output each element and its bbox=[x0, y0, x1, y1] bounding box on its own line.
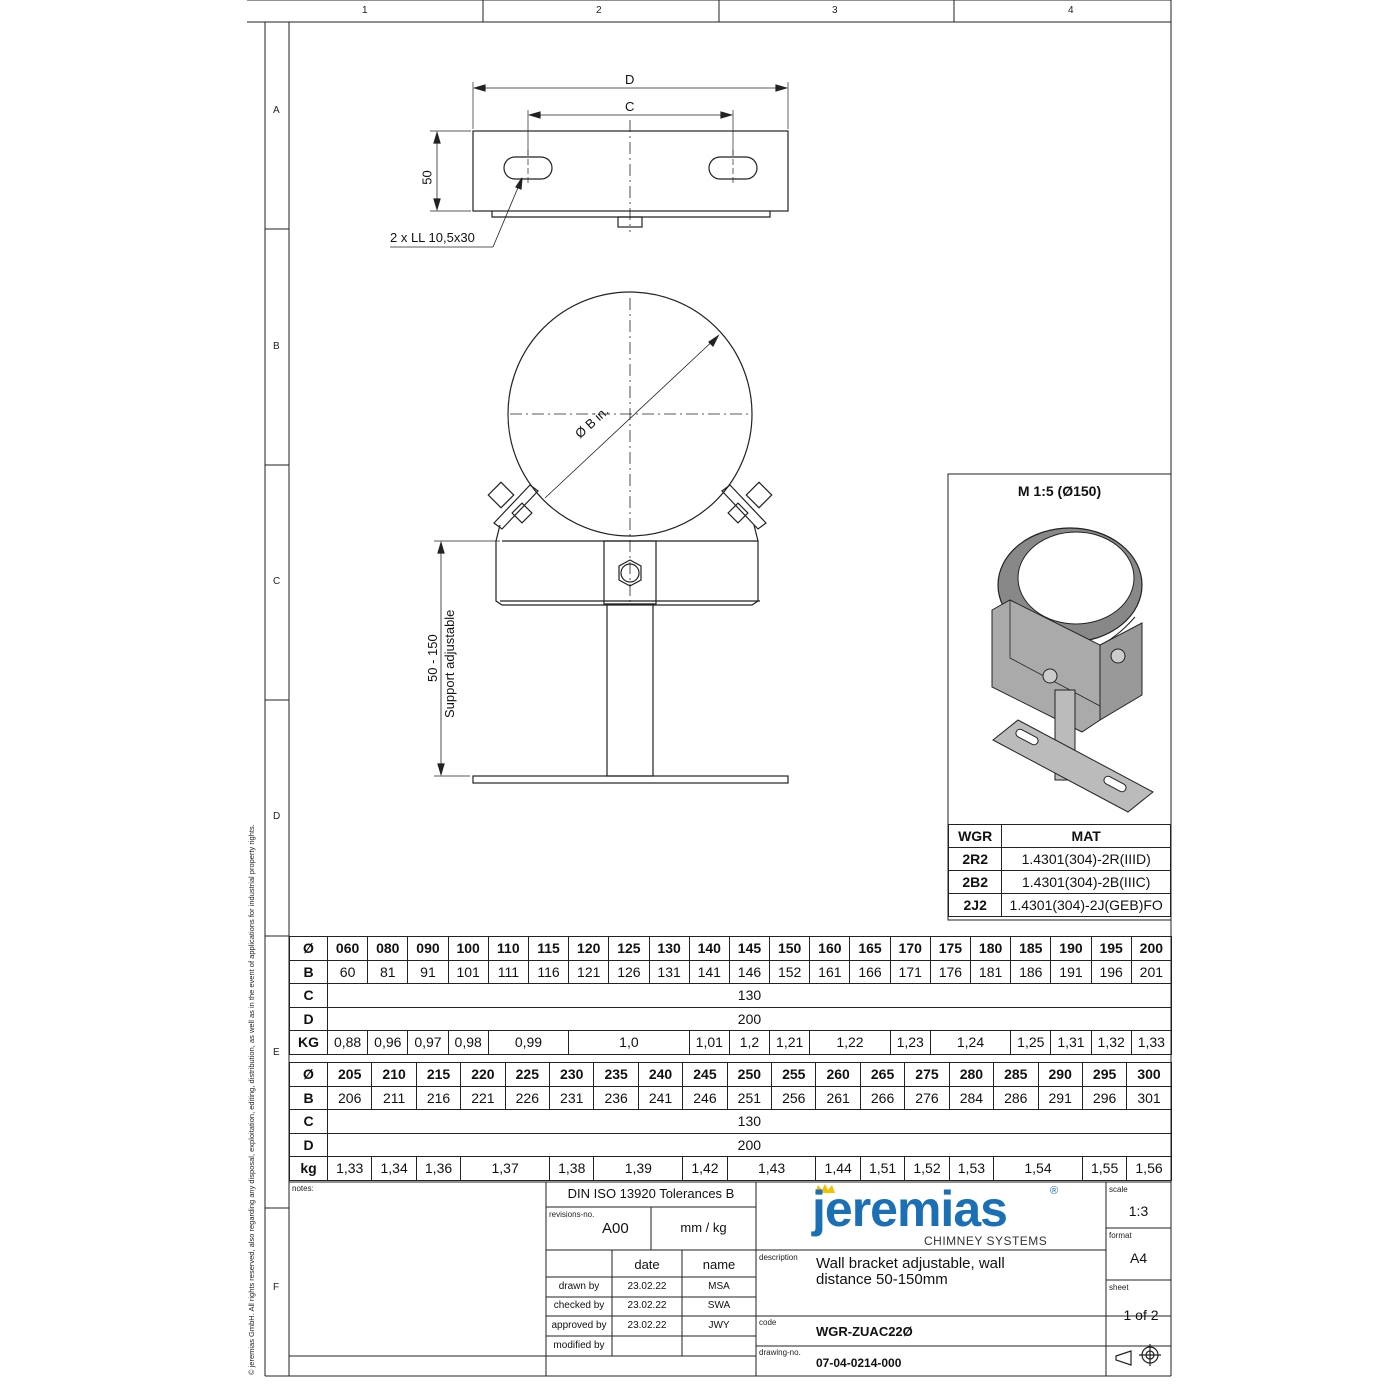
b-value-cell: 276 bbox=[905, 1086, 949, 1110]
material-mat: 1.4301(304)-2R(IIID) bbox=[1002, 848, 1171, 871]
notes-label: notes: bbox=[292, 1184, 314, 1193]
diameter-cell: 210 bbox=[372, 1063, 416, 1087]
kg-value-cell: 1,55 bbox=[1082, 1157, 1126, 1181]
kg-value-cell: 1,52 bbox=[905, 1157, 949, 1181]
scale-label: scale bbox=[1109, 1185, 1128, 1194]
diameter-cell: 295 bbox=[1082, 1063, 1126, 1087]
column-label-4: 4 bbox=[1068, 5, 1074, 16]
material-mat: 1.4301(304)-2J(GEB)FO bbox=[1002, 894, 1171, 917]
projection-symbol bbox=[1116, 1344, 1161, 1366]
diameter-cell: 115 bbox=[528, 937, 568, 961]
kg-value-cell: 0,99 bbox=[488, 1031, 568, 1055]
kg-value-cell: 1,33 bbox=[1131, 1031, 1171, 1055]
approved-name: JWY bbox=[708, 1320, 730, 1331]
kg-value-cell: 1,34 bbox=[372, 1157, 416, 1181]
column-label-1: 1 bbox=[362, 5, 368, 16]
diameter-cell: 160 bbox=[810, 937, 850, 961]
diameter-cell: 125 bbox=[609, 937, 649, 961]
d-value-cell: 200 bbox=[328, 1007, 1172, 1031]
row-label-d: D bbox=[273, 811, 281, 822]
material-mat: 1.4301(304)-2B(IIIC) bbox=[1002, 871, 1171, 894]
row-label: KG bbox=[290, 1031, 328, 1055]
revisions-label: revisions-no. bbox=[549, 1210, 595, 1219]
b-value-cell: 171 bbox=[890, 960, 930, 984]
diameter-cell: 165 bbox=[850, 937, 890, 961]
b-value-cell: 116 bbox=[528, 960, 568, 984]
dimension-d: D bbox=[625, 72, 635, 87]
logo-registered-mark: ® bbox=[1050, 1185, 1059, 1197]
b-value-cell: 211 bbox=[372, 1086, 416, 1110]
kg-value-cell: 1,56 bbox=[1127, 1157, 1171, 1181]
row-label-b: B bbox=[273, 341, 280, 352]
b-value-cell: 266 bbox=[860, 1086, 904, 1110]
b-value-cell: 152 bbox=[770, 960, 810, 984]
row-label: D bbox=[290, 1007, 328, 1031]
format-value: A4 bbox=[1130, 1250, 1148, 1266]
diameter-cell: 120 bbox=[569, 937, 609, 961]
b-value-cell: 286 bbox=[994, 1086, 1038, 1110]
diameter-cell: 235 bbox=[594, 1063, 638, 1087]
b-value-cell: 231 bbox=[550, 1086, 594, 1110]
b-value-cell: 131 bbox=[649, 960, 689, 984]
drawing-no-label: drawing-no. bbox=[759, 1348, 801, 1357]
row-label: D bbox=[290, 1133, 328, 1157]
row-label-e: E bbox=[273, 1047, 280, 1058]
b-value-cell: 301 bbox=[1127, 1086, 1171, 1110]
kg-value-cell: 1,0 bbox=[569, 1031, 690, 1055]
b-value-cell: 191 bbox=[1051, 960, 1091, 984]
kg-value-cell: 1,2 bbox=[729, 1031, 769, 1055]
approved-by-label: approved by bbox=[551, 1320, 607, 1331]
checked-name: SWA bbox=[707, 1300, 731, 1311]
material-wgr: 2B2 bbox=[949, 871, 1002, 894]
kg-value-cell: 1,22 bbox=[810, 1031, 890, 1055]
description-text: Wall bracket adjustable, wall distance 50-150mm bbox=[816, 1255, 1005, 1288]
units: mm / kg bbox=[680, 1220, 727, 1235]
dimension-50: 50 bbox=[419, 170, 435, 185]
support-label: Support adjustable bbox=[442, 609, 457, 718]
drawing-no-value: 07-04-0214-000 bbox=[816, 1356, 902, 1370]
code-value: WGR-ZUAC22Ø bbox=[816, 1324, 913, 1339]
drawn-date: 23.02.22 bbox=[627, 1281, 667, 1292]
diameter-cell: 145 bbox=[729, 937, 769, 961]
diameter-cell: 185 bbox=[1011, 937, 1051, 961]
dimension-c: C bbox=[625, 99, 635, 114]
row-label: kg bbox=[290, 1157, 328, 1181]
column-label-2: 2 bbox=[596, 5, 602, 16]
logo-wordmark: jeremias bbox=[812, 1181, 1007, 1237]
diameter-cell: 265 bbox=[860, 1063, 904, 1087]
row-label-c: C bbox=[273, 576, 281, 587]
b-value-cell: 216 bbox=[416, 1086, 460, 1110]
b-value-cell: 146 bbox=[729, 960, 769, 984]
kg-value-cell: 1,43 bbox=[727, 1157, 816, 1181]
d-value-cell: 200 bbox=[328, 1133, 1172, 1157]
diameter-cell: 250 bbox=[727, 1063, 771, 1087]
kg-value-cell: 1,31 bbox=[1051, 1031, 1091, 1055]
c-value-cell: 130 bbox=[328, 984, 1172, 1008]
column-label-3: 3 bbox=[832, 5, 838, 16]
b-value-cell: 60 bbox=[328, 960, 368, 984]
diameter-cell: 175 bbox=[930, 937, 970, 961]
row-label: Ø bbox=[290, 937, 328, 961]
diameter-cell: 260 bbox=[816, 1063, 860, 1087]
b-value-cell: 196 bbox=[1091, 960, 1131, 984]
diameter-cell: 200 bbox=[1131, 937, 1171, 961]
diameter-cell: 130 bbox=[649, 937, 689, 961]
row-label-a: A bbox=[273, 105, 280, 116]
kg-value-cell: 1,54 bbox=[994, 1157, 1083, 1181]
diameter-cell: 100 bbox=[448, 937, 488, 961]
b-value-cell: 181 bbox=[971, 960, 1011, 984]
slot-note: 2 x LL 10,5x30 bbox=[390, 230, 475, 245]
kg-value-cell: 0,97 bbox=[408, 1031, 448, 1055]
kg-value-cell: 1,44 bbox=[816, 1157, 860, 1181]
b-value-cell: 201 bbox=[1131, 960, 1171, 984]
diameter-cell: 215 bbox=[416, 1063, 460, 1087]
diameter-cell: 180 bbox=[971, 937, 1011, 961]
scale-value: 1:3 bbox=[1128, 1203, 1149, 1219]
row-label: Ø bbox=[290, 1063, 328, 1087]
copyright-notice: © jeremias GmbH. All rights reserved, also regarding any disposal, exploitation, editing, distribution, as well as in the event of applications for industrial property rights. bbox=[247, 824, 256, 1375]
b-value-cell: 296 bbox=[1082, 1086, 1126, 1110]
kg-value-cell: 1,01 bbox=[689, 1031, 729, 1055]
b-value-cell: 261 bbox=[816, 1086, 860, 1110]
b-value-cell: 81 bbox=[368, 960, 408, 984]
b-value-cell: 161 bbox=[810, 960, 850, 984]
kg-value-cell: 1,38 bbox=[550, 1157, 594, 1181]
diameter-cell: 220 bbox=[461, 1063, 505, 1087]
diameter-cell: 275 bbox=[905, 1063, 949, 1087]
approved-date: 23.02.22 bbox=[627, 1320, 667, 1331]
b-value-cell: 284 bbox=[949, 1086, 993, 1110]
b-value-cell: 241 bbox=[638, 1086, 682, 1110]
b-value-cell: 226 bbox=[505, 1086, 549, 1110]
b-value-cell: 256 bbox=[772, 1086, 816, 1110]
kg-value-cell: 1,24 bbox=[930, 1031, 1010, 1055]
kg-value-cell: 0,88 bbox=[328, 1031, 368, 1055]
diameter-cell: 190 bbox=[1051, 937, 1091, 961]
diameter-cell: 170 bbox=[890, 937, 930, 961]
diameter-cell: 080 bbox=[368, 937, 408, 961]
b-value-cell: 111 bbox=[488, 960, 528, 984]
kg-value-cell: 0,98 bbox=[448, 1031, 488, 1055]
diameter-label: Ø B in. bbox=[572, 403, 612, 442]
diameter-cell: 205 bbox=[328, 1063, 372, 1087]
material-wgr: 2R2 bbox=[949, 848, 1002, 871]
c-value-cell: 130 bbox=[328, 1110, 1172, 1134]
diameter-cell: 060 bbox=[328, 937, 368, 961]
b-value-cell: 126 bbox=[609, 960, 649, 984]
sheet-value: 1 of 2 bbox=[1123, 1307, 1159, 1323]
description-label: description bbox=[759, 1253, 798, 1262]
diameter-cell: 140 bbox=[689, 937, 729, 961]
b-value-cell: 121 bbox=[569, 960, 609, 984]
b-value-cell: 186 bbox=[1011, 960, 1051, 984]
material-header-mat: MAT bbox=[1002, 825, 1171, 848]
b-value-cell: 141 bbox=[689, 960, 729, 984]
kg-value-cell: 1,23 bbox=[890, 1031, 930, 1055]
tolerances: DIN ISO 13920 Tolerances B bbox=[567, 1186, 735, 1201]
sheet-label: sheet bbox=[1109, 1283, 1129, 1292]
b-value-cell: 246 bbox=[683, 1086, 727, 1110]
code-label: code bbox=[759, 1318, 777, 1327]
material-header-wgr: WGR bbox=[949, 825, 1002, 848]
b-value-cell: 176 bbox=[930, 960, 970, 984]
kg-value-cell: 1,42 bbox=[683, 1157, 727, 1181]
b-value-cell: 236 bbox=[594, 1086, 638, 1110]
diameter-cell: 290 bbox=[1038, 1063, 1082, 1087]
support-range: 50 - 150 bbox=[425, 634, 440, 682]
kg-value-cell: 1,39 bbox=[594, 1157, 683, 1181]
row-label: C bbox=[290, 984, 328, 1008]
kg-value-cell: 1,53 bbox=[949, 1157, 993, 1181]
kg-value-cell: 1,36 bbox=[416, 1157, 460, 1181]
kg-value-cell: 1,33 bbox=[328, 1157, 372, 1181]
company-logo bbox=[812, 1181, 1062, 1237]
b-value-cell: 291 bbox=[1038, 1086, 1082, 1110]
row-label-f: F bbox=[273, 1282, 280, 1293]
kg-value-cell: 1,32 bbox=[1091, 1031, 1131, 1055]
date-header: date bbox=[634, 1257, 660, 1272]
b-value-cell: 166 bbox=[850, 960, 890, 984]
kg-value-cell: 1,21 bbox=[770, 1031, 810, 1055]
kg-value-cell: 1,51 bbox=[860, 1157, 904, 1181]
checked-by-label: checked by bbox=[553, 1300, 605, 1311]
logo-subtitle: CHIMNEY SYSTEMS bbox=[924, 1234, 1048, 1248]
b-value-cell: 251 bbox=[727, 1086, 771, 1110]
kg-value-cell: 0,96 bbox=[368, 1031, 408, 1055]
checked-date: 23.02.22 bbox=[627, 1300, 667, 1311]
b-value-cell: 206 bbox=[328, 1086, 372, 1110]
material-wgr: 2J2 bbox=[949, 894, 1002, 917]
modified-by-label: modified by bbox=[553, 1340, 605, 1351]
kg-value-cell: 1,37 bbox=[461, 1157, 550, 1181]
diameter-cell: 240 bbox=[638, 1063, 682, 1087]
diameter-cell: 285 bbox=[994, 1063, 1038, 1087]
diameter-cell: 090 bbox=[408, 937, 448, 961]
revision-number: A00 bbox=[602, 1220, 629, 1237]
diameter-cell: 110 bbox=[488, 937, 528, 961]
drawn-by-label: drawn by bbox=[558, 1281, 600, 1292]
diameter-cell: 225 bbox=[505, 1063, 549, 1087]
diameter-cell: 300 bbox=[1127, 1063, 1171, 1087]
diameter-cell: 230 bbox=[550, 1063, 594, 1087]
b-value-cell: 101 bbox=[448, 960, 488, 984]
drawn-name: MSA bbox=[708, 1281, 730, 1292]
b-value-cell: 91 bbox=[408, 960, 448, 984]
row-label: B bbox=[290, 960, 328, 984]
diameter-cell: 150 bbox=[770, 937, 810, 961]
row-label: C bbox=[290, 1110, 328, 1134]
name-header: name bbox=[702, 1257, 736, 1272]
diameter-cell: 255 bbox=[772, 1063, 816, 1087]
iso-view-title: M 1:5 (Ø150) bbox=[1017, 483, 1102, 499]
kg-value-cell: 1,25 bbox=[1011, 1031, 1051, 1055]
diameter-cell: 245 bbox=[683, 1063, 727, 1087]
row-label: B bbox=[290, 1086, 328, 1110]
b-value-cell: 221 bbox=[461, 1086, 505, 1110]
diameter-cell: 195 bbox=[1091, 937, 1131, 961]
format-label: format bbox=[1109, 1231, 1132, 1240]
diameter-cell: 280 bbox=[949, 1063, 993, 1087]
